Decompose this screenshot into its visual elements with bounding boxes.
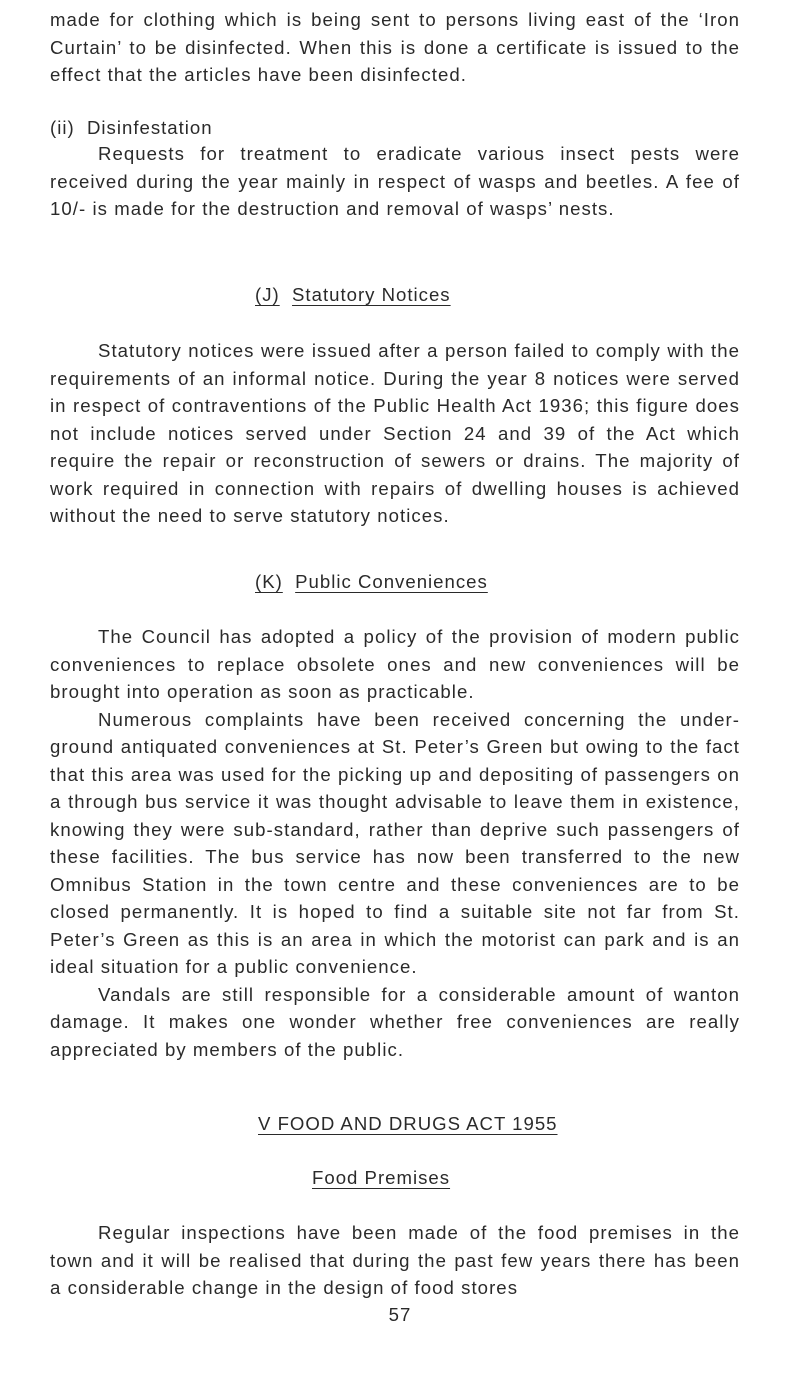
section-title: Disinfestation	[87, 117, 213, 138]
body-text: Requests for treatment to eradicate various insect pests were received during the year mainly in respect of wasps and beetles. A fee of 10/- is made for the destruction and removal of wasps’ nests.	[50, 143, 740, 219]
section-number: (ii)	[50, 117, 75, 138]
statutory-notices-paragraph	[50, 337, 740, 530]
body-text: Regular inspections have been made of the food premises in the town and it will be realised that during the past few years there has been a considerable change in the design of food stores	[50, 1222, 740, 1298]
public-conveniences-section	[50, 623, 740, 1063]
statutory-notices-heading	[255, 283, 451, 307]
public-conveniences-heading	[255, 570, 488, 594]
section-letter: (J)	[255, 284, 280, 305]
section-title: Public Conveniences	[295, 571, 488, 592]
body-text: Vandals are still responsible for a considerable amount of wanton damage. It makes one wonder whether free conveniences are really appreciated by members of the public.	[50, 983, 740, 1060]
section-title: V FOOD AND DRUGS ACT 1955	[258, 1113, 558, 1134]
food-premises-paragraph	[50, 1219, 740, 1302]
body-text: Statutory notices were issued after a person failed to comply with the requirements of an informal notice. During the year 8 notices were served in respect of contraventions of the Public Health Act 1936; this figure does not include notices served under Section 24 and 39 of the Act which require the repair or reconstruction of sewers or drains. The majority of work required in connection with repairs of dwelling houses is achieved without the need to serve statutory notices.	[50, 340, 740, 526]
page-number: 57	[388, 1304, 412, 1325]
section-letter: (K)	[255, 571, 283, 592]
disinfestation-heading	[50, 116, 213, 140]
body-text: The Council has adopted a policy of the provision of modern public conveniences to replace obsolete ones and new conveniences will be brought into operation as soon as practicable.	[50, 626, 740, 702]
disinfestation-paragraph	[50, 140, 740, 223]
food-and-drugs-heading	[258, 1112, 558, 1136]
body-text: made for clothing which is being sent to persons living east of the ‘Iron Curtain’ to be disinfected. When this is done a certificate is issued to the effect that the articles have been disinfected.	[50, 9, 740, 85]
disinfection-continued-paragraph	[50, 6, 740, 89]
subsection-title: Food Premises	[312, 1167, 451, 1188]
section-title: Statutory Notices	[292, 284, 451, 305]
food-premises-heading	[312, 1166, 450, 1190]
body-text: Numerous complaints have been received concerning the under-ground antiquated conveniences at St. Peter’s Green but owing to the fact that this area was used for the picking up and depositing of passengers on a through bus service it was thought advisable to leave them in existence, knowing they were sub-standard, rather than deprive such passengers of these facilities. The bus service has now been transferred to the new Omnibus Station in the town centre and these conveniences are to be closed permanently. It is hoped to find a suitable site not far from St. Peter’s Green as this is an area in which the motorist can park and is an ideal situation for a public convenience.	[50, 708, 740, 977]
